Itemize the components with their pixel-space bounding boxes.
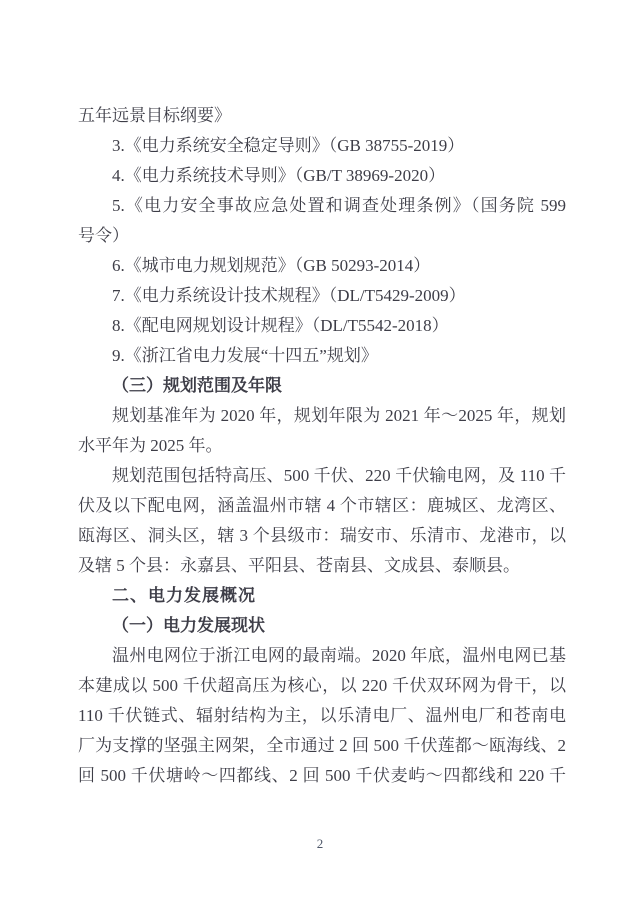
text-line: 9.《浙江省电力发展“十四五”规划》 — [112, 346, 378, 365]
text-line: 瓯海区、洞头区，辖 3 个县级市：瑞安市、乐清市、龙港市，以 — [78, 526, 566, 545]
text-line: 3.《电力系统安全稳定导则》（GB 38755-2019） — [112, 136, 465, 155]
text-line: 厂为支撑的坚强主网架，全市通过 2 回 500 千伏莲都～瓯海线、2 — [78, 736, 566, 755]
text-line: （三）规划范围及年限 — [112, 376, 282, 395]
text-line: 6.《城市电力规划规范》（GB 50293-2014） — [112, 256, 431, 275]
text-line: 五年远景目标纲要》 — [78, 106, 231, 125]
text-line: 110 千伏链式、辐射结构为主，以乐清电厂、温州电厂和苍南电 — [78, 706, 566, 725]
text-line: 温州电网位于浙江电网的最南端。2020 年底，温州电网已基 — [112, 646, 566, 665]
text-line: 回 500 千伏塘岭～四都线、2 回 500 千伏麦屿～四都线和 220 千 — [78, 766, 566, 785]
text-line: 号令） — [78, 226, 129, 245]
text-line: 伏及以下配电网，涵盖温州市辖 4 个市辖区：鹿城区、龙湾区、 — [78, 496, 566, 515]
page-number: 2 — [316, 836, 324, 851]
text-line: 5.《电力安全事故应急处置和调查处理条例》（国务院 599 — [112, 196, 566, 215]
text-line: 本建成以 500 千伏超高压为核心，以 220 千伏双环网为骨干，以 — [78, 676, 566, 695]
text-line: 7.《电力系统设计技术规程》（DL/T5429-2009） — [112, 286, 466, 305]
text-line: 规划基准年为 2020 年，规划年限为 2021 年～2025 年，规划 — [112, 406, 566, 425]
text-line: 8.《配电网规划设计规程》（DL/T5542-2018） — [112, 316, 449, 335]
document-body — [78, 101, 566, 791]
text-line: 规划范围包括特高压、500 千伏、220 千伏输电网，及 110 千 — [112, 466, 566, 485]
text-line: （一）电力发展现状 — [112, 616, 265, 635]
text-line: 水平年为 2025 年。 — [78, 436, 223, 455]
text-line: 4.《电力系统技术导则》（GB/T 38969-2020） — [112, 166, 446, 185]
text-line: 及辖 5 个县：永嘉县、平阳县、苍南县、文成县、泰顺县。 — [78, 556, 520, 575]
text-line: 二、电力发展概况 — [112, 586, 256, 605]
